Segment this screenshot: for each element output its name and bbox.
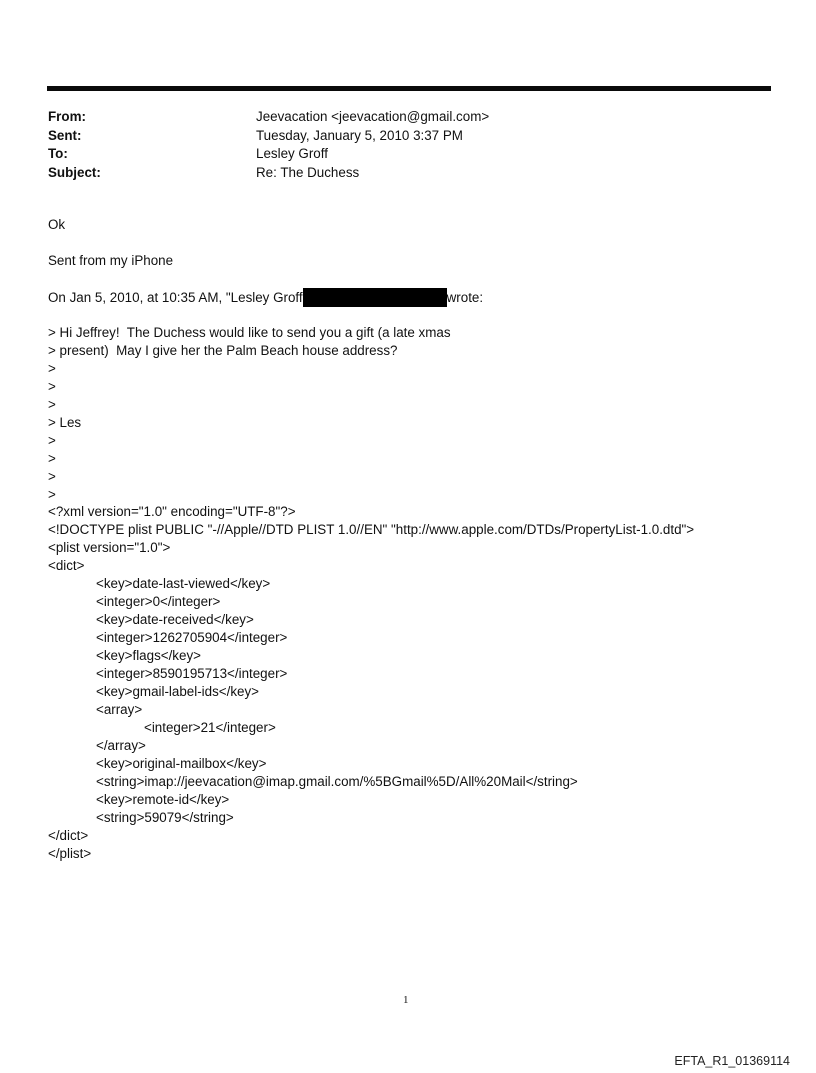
- quoted-line: >: [48, 487, 56, 502]
- xml-line: <dict>: [48, 558, 85, 573]
- xml-line: <integer>21</integer>: [144, 720, 276, 735]
- xml-line: <plist version="1.0">: [48, 540, 171, 555]
- quoted-line: > Hi Jeffrey! The Duchess would like to send you a gift (a late xmas: [48, 325, 451, 340]
- xml-line: <key>remote-id</key>: [96, 792, 230, 807]
- xml-line: <string>59079</string>: [96, 810, 234, 825]
- attribution-before: On Jan 5, 2010, at 10:35 AM, "Lesley Groff: [48, 290, 303, 305]
- xml-line: </plist>: [48, 846, 92, 861]
- xml-line: <key>flags</key>: [96, 648, 201, 663]
- xml-line: <integer>0</integer>: [96, 594, 221, 609]
- xml-line: </dict>: [48, 828, 89, 843]
- xml-line: <key>original-mailbox</key>: [96, 756, 267, 771]
- subject-value: Re: The Duchess: [256, 164, 360, 180]
- xml-line: <key>date-last-viewed</key>: [96, 576, 271, 591]
- from-label: From:: [48, 109, 86, 124]
- subject-label: Subject:: [48, 164, 101, 180]
- xml-line: <array>: [96, 702, 143, 717]
- quoted-line: >: [48, 397, 56, 412]
- xml-line: <integer>1262705904</integer>: [96, 630, 288, 645]
- reply-text: Ok: [48, 217, 66, 232]
- attribution-after: wrote:: [446, 290, 484, 305]
- quoted-line: > present) May I give her the Palm Beach house address?: [48, 343, 398, 358]
- header-rule: [47, 86, 771, 91]
- attribution-line: [48, 288, 483, 307]
- xml-line: <?xml version="1.0" encoding="UTF-8"?>: [48, 504, 296, 519]
- to-label: To:: [48, 146, 68, 161]
- page-number: 1: [403, 994, 409, 1006]
- signature-text: Sent from my iPhone: [48, 253, 174, 268]
- sent-value: Tuesday, January 5, 2010 3:37 PM: [256, 127, 463, 143]
- bates-number: EFTA_R1_01369114: [674, 1054, 790, 1068]
- redaction-block: [303, 288, 447, 307]
- from-value: Jeevacation <jeevacation@gmail.com>: [256, 109, 490, 124]
- quoted-line: > Les: [48, 415, 82, 430]
- quoted-line: >: [48, 379, 56, 394]
- xml-line: <string>imap://jeevacation@imap.gmail.com/%5BGmail%5D/All%20Mail</string>: [96, 774, 578, 789]
- quoted-line: >: [48, 433, 56, 448]
- quoted-line: >: [48, 469, 56, 484]
- quoted-line: >: [48, 451, 56, 466]
- xml-line: <key>gmail-label-ids</key>: [96, 684, 260, 699]
- sent-label: Sent:: [48, 127, 82, 143]
- xml-line: <key>date-received</key>: [96, 612, 254, 627]
- quoted-line: >: [48, 361, 56, 376]
- xml-line: <!DOCTYPE plist PUBLIC "-//Apple//DTD PLIST 1.0//EN" "http://www.apple.com/DTDs/PropertyList-1.0.dtd">: [48, 522, 695, 537]
- xml-line: </array>: [96, 738, 146, 753]
- xml-line: <integer>8590195713</integer>: [96, 666, 288, 681]
- to-value: Lesley Groff: [256, 146, 328, 161]
